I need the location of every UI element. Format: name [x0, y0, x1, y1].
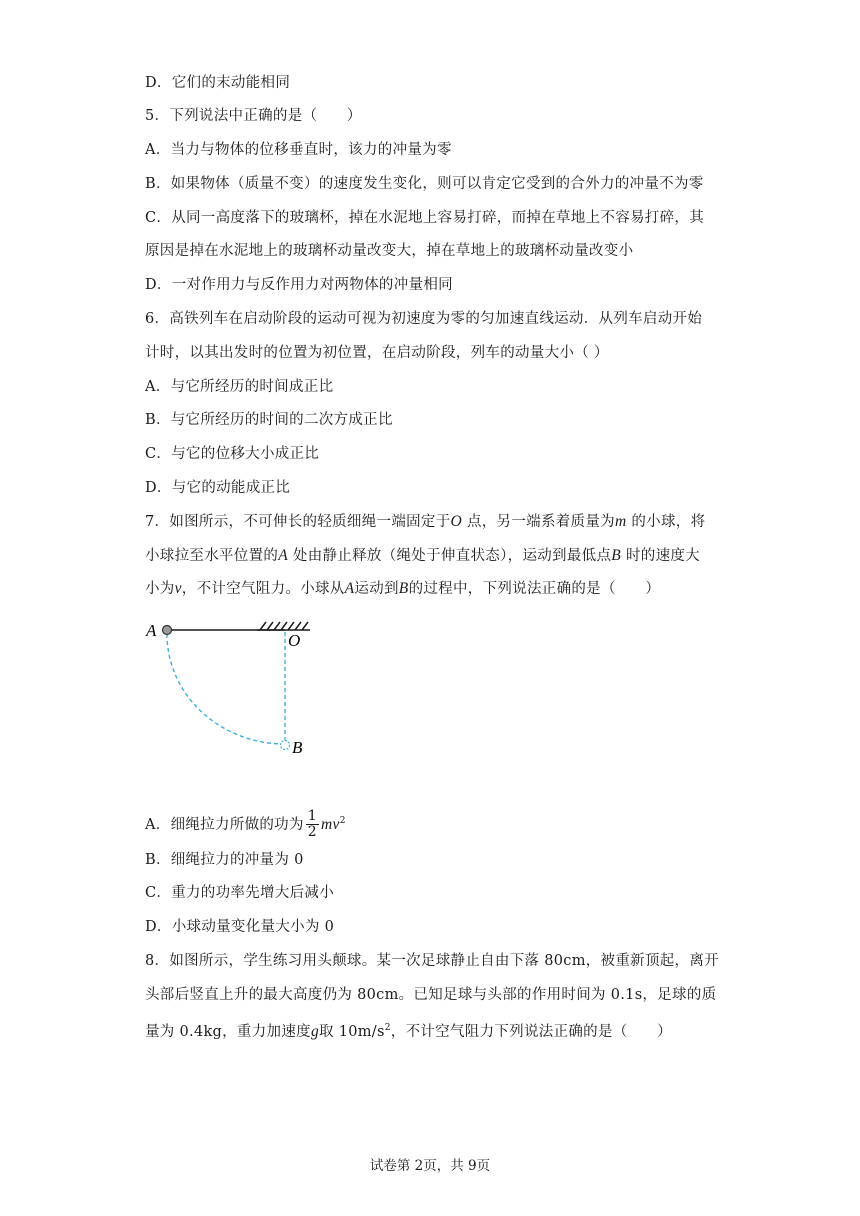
hatch-mark [274, 622, 280, 630]
q8-stem-line1: 8．如图所示，学生练习用头颠球。某一次足球静止自由下落 80cm，被重新顶起，离开 [145, 953, 719, 969]
expr-mv: mv [321, 815, 340, 833]
q5-option-d: D．一对作用力与反作用力对两物体的冲量相同 [145, 277, 453, 293]
q6-option-c: C．与它的位移大小成正比 [145, 446, 320, 462]
ball-b [281, 741, 290, 750]
fraction-one-half: $\frac{1}{2}$ [307, 808, 317, 841]
label-a: A [146, 621, 157, 640]
var-v: v [174, 580, 182, 597]
hatch-mark [302, 622, 308, 630]
q5-option-c-line1: C．从同一高度落下的玻璃杯，掉在水泥地上容易打碎，而掉在草地上不容易打碎，其 [145, 210, 704, 226]
hatch-mark [281, 622, 287, 630]
var-o: O [450, 513, 463, 530]
q7-option-b: B．细绳拉力的冲量为 0 [145, 852, 304, 868]
var-m: m [614, 513, 627, 530]
q7-option-d: D．小球动量变化量大小为 0 [145, 919, 335, 935]
var-b: B [611, 547, 622, 564]
q7-stem-line2: 小球拉至水平位置的A 处由静止释放（绳处于伸直状态），运动到最低点B 时的速度大 [145, 547, 700, 564]
q7-option-a: A．细绳拉力所做的功为 $\frac{1}{2}$ $mv^2$ [145, 808, 346, 841]
var-g: g [310, 1022, 319, 1040]
q6-option-b: B．与它所经历的时间的二次方成正比 [145, 412, 393, 428]
hatch-mark [288, 622, 294, 630]
var-b: B [398, 580, 409, 597]
q8-stem-line2: 头部后竖直上升的最大高度仍为 80cm。已知足球与头部的作用时间为 0.1s，足球的质 [145, 987, 717, 1003]
q5-option-a: A．当力与物体的位移垂直时，该力的冲量为零 [145, 142, 452, 158]
q6-stem-line1: 6．高铁列车在启动阶段的运动可视为初速度为零的匀加速直线运动．从列车启动开始 [145, 311, 703, 327]
pendulum-diagram [142, 610, 317, 762]
label-b: B [292, 738, 303, 757]
q6-stem-line2: 计时，以其出发时的位置为初位置，在启动阶段，列车的动量大小（ ） [145, 345, 609, 361]
trajectory-arc [167, 634, 281, 744]
hatch-mark [267, 622, 273, 630]
q6-option-a: A．与它所经历的时间成正比 [145, 379, 334, 395]
page-footer: 试卷第 2页，共 9页 [369, 1158, 491, 1174]
pendulum-figure [142, 610, 317, 762]
q7-stem-line3: 小为v，不计空气阻力。小球从A运动到B的过程中，下列说法正确的是（ ） [145, 580, 661, 597]
q7-stem-line1: 7．如图所示，不可伸长的轻质细绳一端固定于O 点，另一端系着质量为m 的小球，将 [145, 513, 706, 530]
q7-option-c: C．重力的功率先增大后减小 [145, 885, 334, 901]
q4-option-d: D．它们的末动能相同 [145, 75, 291, 91]
label-o: O [288, 631, 301, 650]
hatch-mark [260, 622, 266, 630]
q8-stem-line3: 量为 0.4kg，重力加速度g取 $10m/s^2$，不计空气阻力下列说法正确的是（ ） [145, 1022, 672, 1040]
q6-option-d: D．与它的动能成正比 [145, 480, 291, 496]
q5-option-c-line2: 原因是掉在水泥地上的玻璃杯动量改变大，掉在草地上的玻璃杯动量改变小 [145, 243, 634, 259]
q5-stem: 5．下列说法中正确的是（ ） [145, 108, 362, 124]
hatch-mark [295, 622, 301, 630]
var-a: A [344, 580, 355, 597]
var-a: A [278, 547, 288, 564]
q5-option-b: B．如果物体（质量不变）的速度发生变化，则可以肯定它受到的合外力的冲量不为零 [145, 176, 704, 192]
ball-a [163, 626, 172, 635]
ceiling-support [257, 622, 310, 630]
